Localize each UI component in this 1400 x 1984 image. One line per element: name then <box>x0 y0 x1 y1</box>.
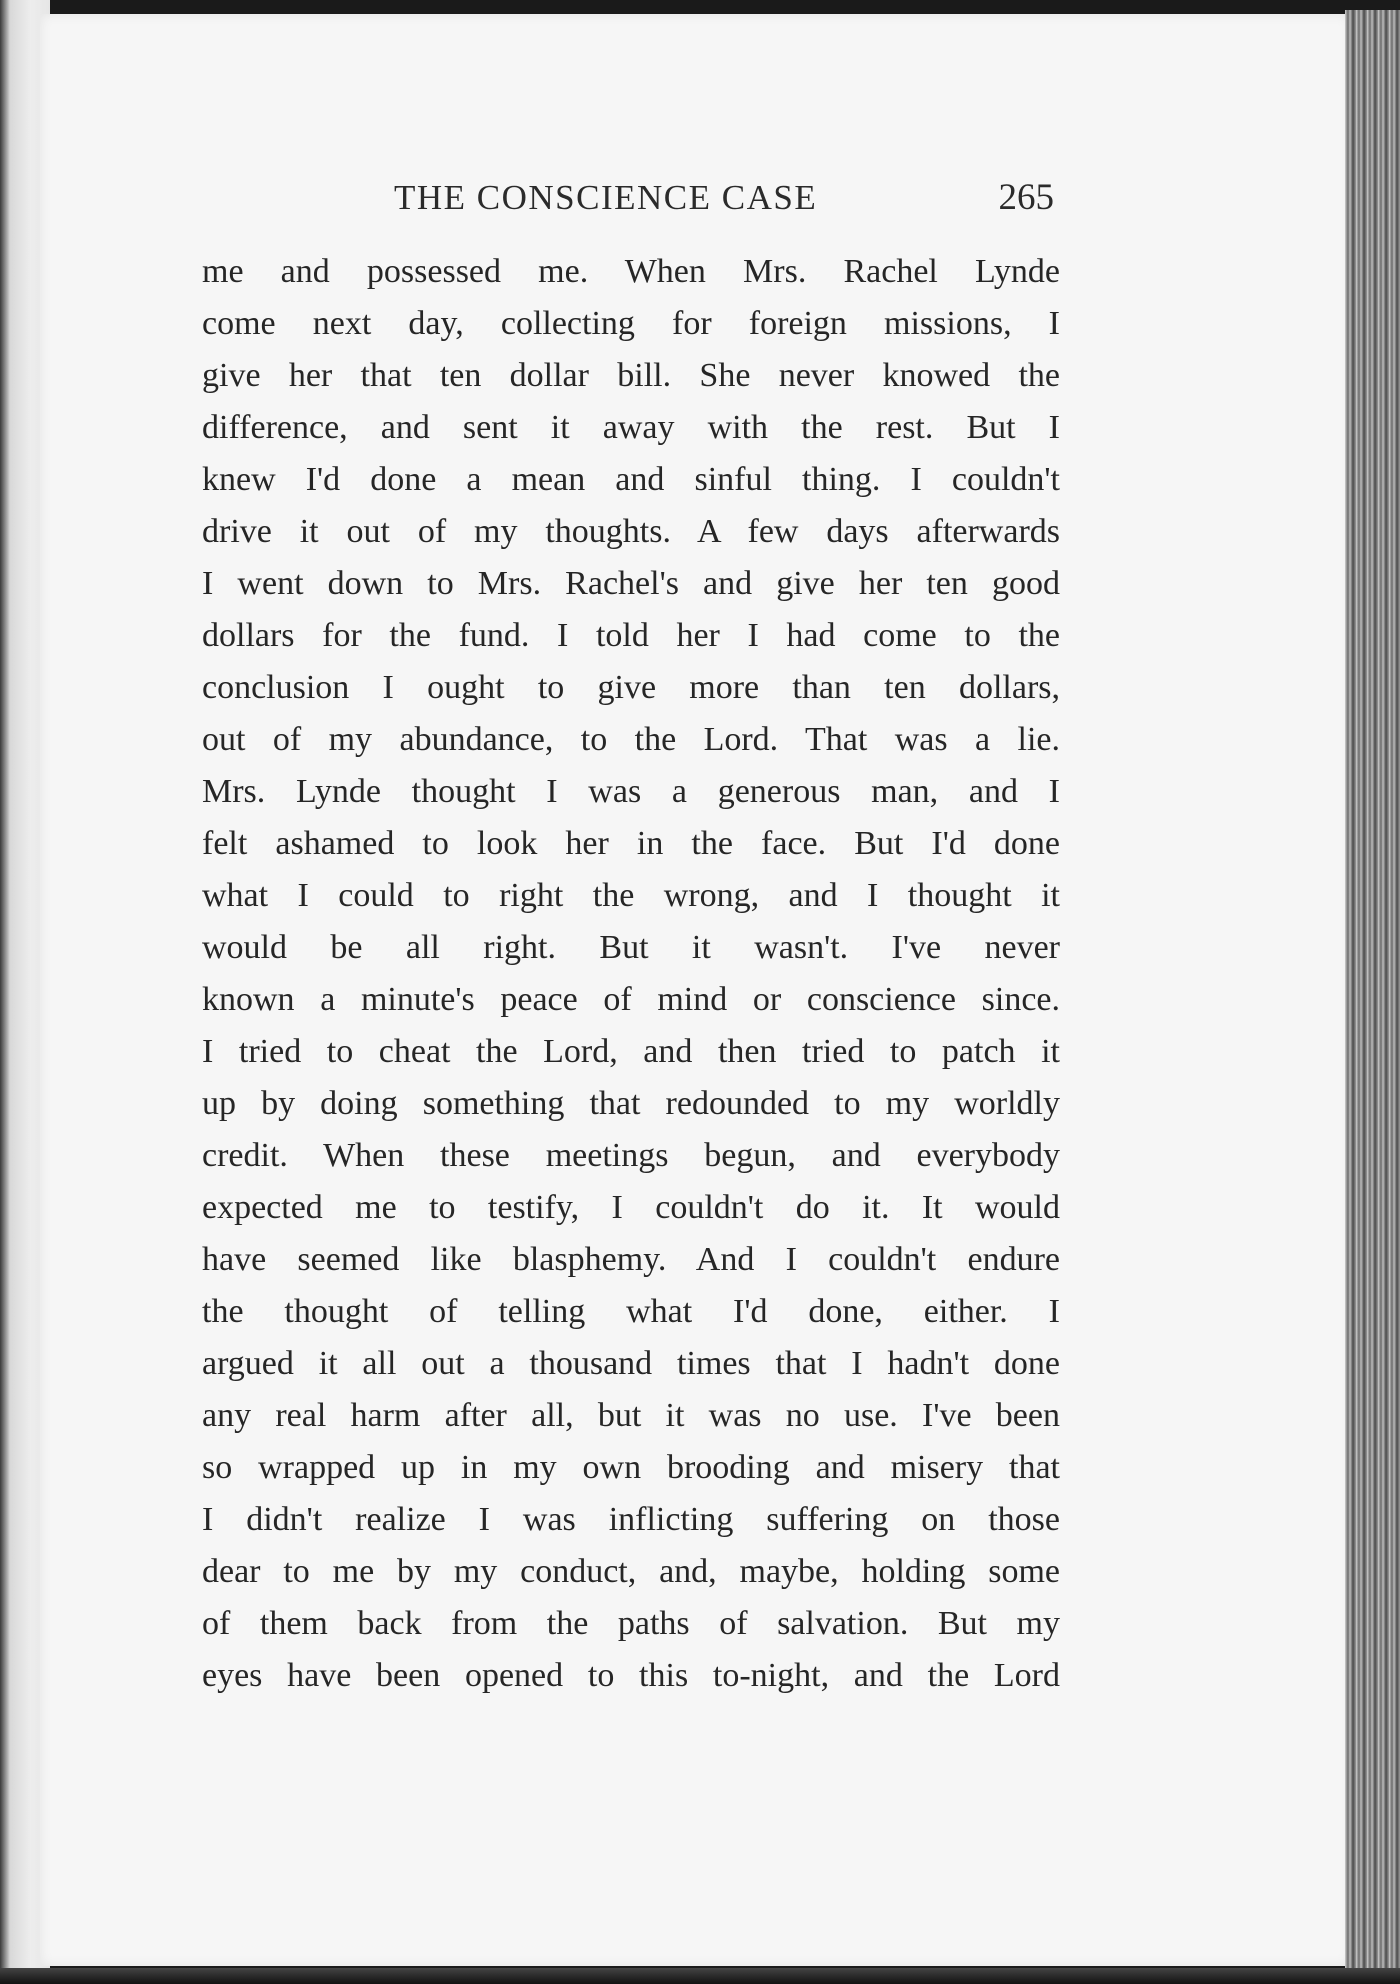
text-line: I tried to cheat the Lord, and then tried to patch it <box>202 1033 1060 1070</box>
text-line: credit. When these meetings begun, and everybody <box>202 1137 1060 1174</box>
text-line: difference, and sent it away with the rest. But I <box>202 409 1060 446</box>
page-number: 265 <box>998 177 1054 218</box>
text-line: argued it all out a thousand times that I hadn't done <box>202 1345 1060 1382</box>
text-line: dear to me by my conduct, and, maybe, holding some <box>202 1553 1060 1590</box>
text-line: the thought of telling what I'd done, either. I <box>202 1293 1060 1330</box>
running-head <box>196 174 1056 224</box>
text-line: I didn't realize I was inflicting suffering on those <box>202 1501 1060 1538</box>
text-line: out of my abundance, to the Lord. That was a lie. <box>202 721 1060 758</box>
text-line: dollars for the fund. I told her I had come to the <box>202 617 1060 654</box>
text-line: known a minute's peace of mind or conscience since. <box>202 981 1060 1018</box>
text-line: Mrs. Lynde thought I was a generous man, and I <box>202 773 1060 810</box>
text-line: conclusion I ought to give more than ten dollars, <box>202 669 1060 706</box>
text-line: knew I'd done a mean and sinful thing. I couldn't <box>202 461 1060 498</box>
text-line: of them back from the paths of salvation. But my <box>202 1605 1060 1642</box>
text-line: drive it out of my thoughts. A few days afterwards <box>202 513 1060 550</box>
text-line: give her that ten dollar bill. She never knowed the <box>202 357 1060 394</box>
text-line: expected me to testify, I couldn't do it. It would <box>202 1189 1060 1226</box>
book-bottom-edge <box>0 1968 1400 1984</box>
text-line: up by doing something that redounded to my worldly <box>202 1085 1060 1122</box>
text-line: felt ashamed to look her in the face. But I'd done <box>202 825 1060 862</box>
text-line: come next day, collecting for foreign missions, I <box>202 305 1060 342</box>
text-line: have seemed like blasphemy. And I couldn't endure <box>202 1241 1060 1278</box>
page-fore-edge <box>1345 10 1400 1974</box>
text-line: I went down to Mrs. Rachel's and give her ten good <box>202 565 1060 602</box>
body-text <box>202 246 1060 1702</box>
text-line: what I could to right the wrong, and I thought it <box>202 877 1060 914</box>
running-head-title: THE CONSCIENCE CASE <box>394 178 818 217</box>
text-line: so wrapped up in my own brooding and misery that <box>202 1449 1060 1486</box>
text-line: any real harm after all, but it was no use. I've been <box>202 1397 1060 1434</box>
text-line: me and possessed me. When Mrs. Rachel Lynde <box>202 253 1060 290</box>
text-line: would be all right. But it wasn't. I've never <box>202 929 1060 966</box>
text-line: eyes have been opened to this to-night, and the Lord <box>202 1657 1060 1694</box>
